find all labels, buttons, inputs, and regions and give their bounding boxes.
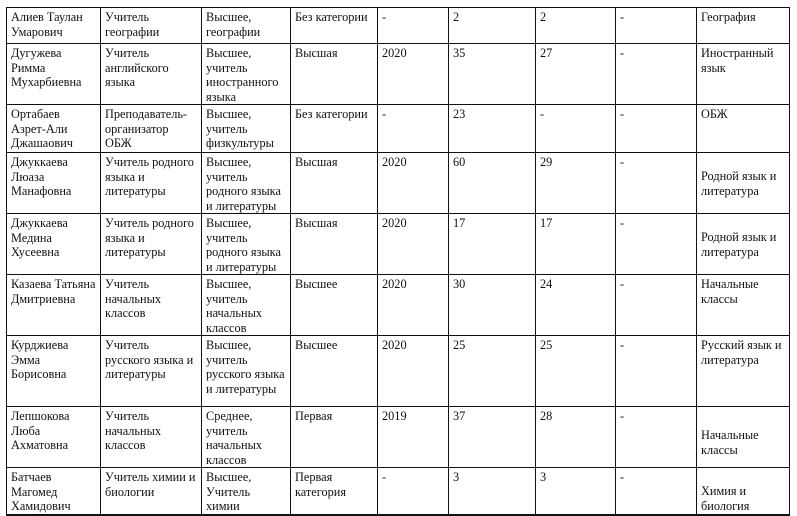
cell-year: 2020 [378,153,449,214]
cell-awards: - [616,468,697,515]
cell-subject: География [697,8,790,44]
cell-position: Учитель начальных классов [101,275,202,336]
table-row [7,214,790,275]
cell-position: Учитель английского языка [101,44,202,105]
cell-education: Высшее, учитель иностранного языка [202,44,291,105]
cell-awards: - [616,105,697,153]
cell-education: Высшее, учитель русского языка и литературы [202,336,291,407]
cell-education: Высшее, учитель родного языка и литературы [202,214,291,275]
table-row [7,8,790,44]
table-row [7,336,790,407]
cell-teaching-experience: 2 [536,8,616,44]
table-row [7,275,790,336]
cell-year: 2020 [378,214,449,275]
cell-total-experience: 3 [449,468,536,515]
cell-category: Первая категория [291,468,378,515]
cell-teaching-experience: 29 [536,153,616,214]
cell-awards: - [616,44,697,105]
cell-name: Батчаев Магомед Хамидович [7,468,101,515]
cell-year: 2019 [378,407,449,468]
table-row [7,105,790,153]
cell-teaching-experience: 3 [536,468,616,515]
cell-total-experience: 37 [449,407,536,468]
cell-category: Без категории [291,8,378,44]
cell-name: Джуккаева Медина Хусеевна [7,214,101,275]
cell-year: 2020 [378,44,449,105]
cell-name: Алиев Таулан Умарович [7,8,101,44]
cell-category: Без категории [291,105,378,153]
cell-name: Ортабаев Азрет-Али Джашаович [7,105,101,153]
cell-awards: - [616,214,697,275]
cell-awards: - [616,8,697,44]
cell-category: Высшая [291,44,378,105]
cell-education: Высшее, географии [202,8,291,44]
cell-year: - [378,105,449,153]
cell-total-experience: 30 [449,275,536,336]
cell-teaching-experience: 24 [536,275,616,336]
cell-education: Высшее, учитель родного языка и литературы [202,153,291,214]
cell-name: Джуккаева Люаза Манафовна [7,153,101,214]
cell-name: Курджиева Эмма Борисовна [7,336,101,407]
cell-year: 2020 [378,336,449,407]
cell-position: Преподаватель-организатор ОБЖ [101,105,202,153]
cell-category: Первая [291,407,378,468]
cell-category: Высшее [291,336,378,407]
table-row [7,44,790,105]
cell-awards: - [616,153,697,214]
cell-awards: - [616,275,697,336]
cell-teaching-experience: 17 [536,214,616,275]
cell-education: Высшее, Учитель химии [202,468,291,515]
cell-position: Учитель родного языка и литературы [101,153,202,214]
cell-subject: Родной язык и литература [697,153,790,214]
cell-total-experience: 17 [449,214,536,275]
cell-subject: Родной язык и литература [697,214,790,275]
cell-subject: Химия и биология [697,468,790,515]
cell-teaching-experience: 28 [536,407,616,468]
cell-category: Высшая [291,214,378,275]
cell-name: Лепшокова Люба Ахматовна [7,407,101,468]
cell-total-experience: 35 [449,44,536,105]
table-row [7,468,790,515]
cell-total-experience: 23 [449,105,536,153]
cell-subject: Начальные классы [697,407,790,468]
cell-subject: Иностранный язык [697,44,790,105]
cell-teaching-experience: 27 [536,44,616,105]
cell-awards: - [616,407,697,468]
cell-name: Казаева Татьяна Дмитриевна [7,275,101,336]
cell-education: Среднее, учитель начальных классов [202,407,291,468]
table-row [7,153,790,214]
cell-name: Дугужева Римма Мухарбиевна [7,44,101,105]
staff-table [6,7,790,516]
cell-subject: ОБЖ [697,105,790,153]
table-row [7,407,790,468]
cell-position: Учитель родного языка и литературы [101,214,202,275]
cell-teaching-experience: - [536,105,616,153]
cell-position: Учитель химии и биологии [101,468,202,515]
cell-total-experience: 2 [449,8,536,44]
cell-position: Учитель начальных классов [101,407,202,468]
cell-subject: Русский язык и литература [697,336,790,407]
cell-year: - [378,468,449,515]
cell-subject: Начальные классы [697,275,790,336]
cell-education: Высшее, учитель начальных классов [202,275,291,336]
cell-position: Учитель географии [101,8,202,44]
cell-year: - [378,8,449,44]
cell-year: 2020 [378,275,449,336]
cell-total-experience: 25 [449,336,536,407]
cell-awards: - [616,336,697,407]
cell-category: Высшее [291,275,378,336]
cell-education: Высшее, учитель физкультуры [202,105,291,153]
cell-teaching-experience: 25 [536,336,616,407]
cell-category: Высшая [291,153,378,214]
cell-total-experience: 60 [449,153,536,214]
cell-position: Учитель русского языка и литературы [101,336,202,407]
